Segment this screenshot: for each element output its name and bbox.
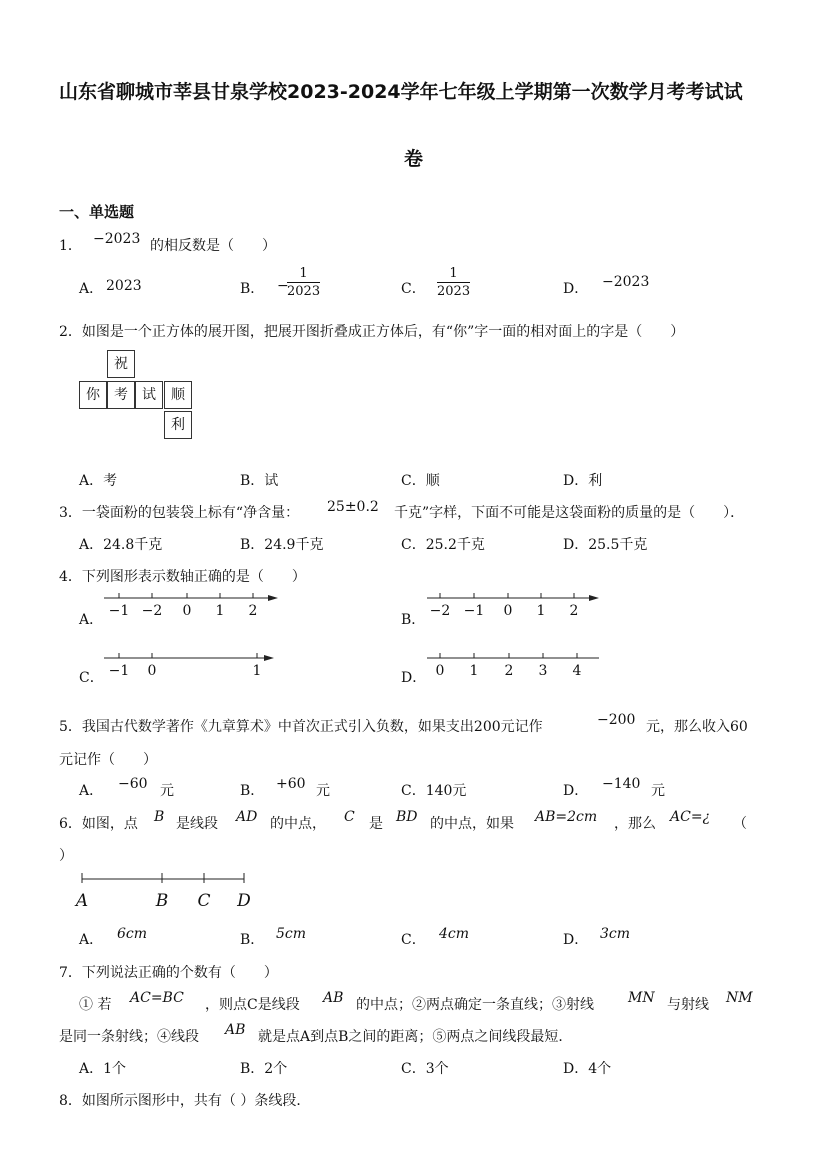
var-ad: AD — [236, 809, 258, 825]
option-c: 4cm — [439, 926, 470, 942]
option-a-label: A． — [79, 783, 104, 799]
net-cell-top: 祝 — [107, 350, 135, 378]
var-ab: AB — [225, 1022, 246, 1038]
tick-label: 2 — [248, 603, 258, 619]
question-text-c: 元记作（ ） — [59, 752, 157, 768]
option-a-unit: 元 — [160, 783, 174, 799]
tick-label: 1 — [215, 603, 225, 619]
segment-point-label: B — [155, 891, 169, 911]
tick-label: 1 — [469, 663, 479, 679]
net-cell-2: 考 — [107, 381, 135, 409]
segment-point-label: D — [237, 891, 251, 911]
option-a-label: A． — [79, 281, 104, 297]
var-mn: MN — [628, 990, 655, 1006]
page-title-continued: 卷 — [404, 148, 424, 170]
tick-label: −1 — [108, 663, 130, 679]
question-text: 是线段 — [176, 816, 218, 832]
option-b: B．2个 — [240, 1061, 288, 1077]
option-d-value: −140 — [602, 776, 641, 792]
option-a: 2023 — [106, 278, 142, 294]
question-text: 6．如图，点 — [59, 816, 138, 832]
option-d: D．4个 — [563, 1061, 612, 1077]
option-a-value: −60 — [118, 776, 148, 792]
net-cell-3: 试 — [135, 381, 163, 409]
question-text-a: 5．我国古代数学著作《九章算术》中首次正式引入负数，如果支出200元记作 — [59, 719, 543, 735]
option-d: D．25.5千克 — [563, 537, 648, 553]
statement-text: 与射线 — [667, 997, 709, 1013]
option-b-unit: 元 — [316, 783, 330, 799]
net-cell-4: 顺 — [164, 381, 192, 409]
question-text: 7．下列说法正确的个数有（ ） — [59, 965, 278, 981]
option-c-label: C． — [79, 670, 104, 686]
tick-label: 0 — [503, 603, 513, 619]
section-heading: 一、单选题 — [59, 203, 135, 221]
paren-open: （ — [733, 816, 747, 832]
var-c: C — [344, 809, 355, 825]
option-b-label: B． — [240, 281, 265, 297]
question-text: 的相反数是（ ） — [150, 238, 276, 254]
paren-close: ） — [59, 848, 73, 864]
tick-label: −2 — [429, 603, 451, 619]
option-d-label: D． — [563, 932, 589, 948]
numerator: 1 — [437, 265, 470, 283]
tick-label: 1 — [252, 663, 262, 679]
question-text: 4．下列图形表示数轴正确的是（ ） — [59, 569, 306, 585]
tick-label: −1 — [108, 603, 130, 619]
option-b: 5cm — [276, 926, 307, 942]
question-text: 是 — [369, 816, 383, 832]
denominator: 2023 — [437, 284, 471, 299]
statement-text: ① 若 — [79, 997, 112, 1013]
var-ab: AB — [323, 990, 344, 1006]
tick-label: 3 — [538, 663, 548, 679]
tick-label: 0 — [435, 663, 445, 679]
condition: AB=2cm — [535, 809, 598, 825]
number-line-a — [100, 590, 285, 620]
statement-text: 就是点A到点B之间的距离；⑤两点之间线段最短． — [258, 1029, 573, 1045]
option-b: B．试 — [240, 473, 279, 489]
math-expression: 25±0.2 — [327, 499, 379, 515]
question-number: 1． — [59, 238, 82, 254]
question-text: 的中点， — [270, 816, 326, 832]
number-line-b — [423, 590, 608, 620]
number-line-c — [100, 650, 285, 680]
option-d: D．利 — [563, 473, 603, 489]
option-b-label: B． — [401, 612, 426, 628]
option-a: A．1个 — [79, 1061, 127, 1077]
denominator: 2023 — [287, 284, 321, 299]
question-text-b: 元，那么收入60 — [646, 719, 748, 735]
question-text-a: 3．一袋面粉的包装袋上标有“净含量： — [59, 505, 300, 521]
number-line-d — [423, 650, 608, 680]
question-text-b: 千克”字样，下面不可能是这袋面粉的质量的是（ ）． — [394, 505, 745, 521]
page-title: 山东省聊城市莘县甘泉学校2023-2024学年七年级上学期第一次数学月考考试试 — [59, 81, 743, 103]
option-c: C．140元 — [401, 783, 467, 799]
tick-label: −2 — [141, 603, 163, 619]
option-a-label: A． — [79, 932, 104, 948]
tick-label: −1 — [463, 603, 485, 619]
tick-label: 4 — [572, 663, 582, 679]
segment-point-label: C — [197, 891, 211, 911]
option-c: C．3个 — [401, 1061, 449, 1077]
tick-label: 2 — [504, 663, 514, 679]
statement-text: 的中点；②两点确定一条直线；③射线 — [356, 997, 594, 1013]
option-b-value: +60 — [276, 776, 306, 792]
question-text: 8．如图所示图形中，共有（ ）条线段． — [59, 1093, 311, 1109]
math-expression: −200 — [597, 712, 636, 728]
option-b-fraction — [287, 265, 320, 300]
statement-text: 是同一条射线；④线段 — [59, 1029, 199, 1045]
tick-label: 1 — [536, 603, 546, 619]
question-text: 的中点，如果 — [430, 816, 514, 832]
net-cell-bottom: 利 — [164, 411, 192, 439]
option-a-label: A． — [79, 612, 104, 628]
net-cell-1: 你 — [79, 381, 107, 409]
statement-text: ，则点C是线段 — [205, 997, 300, 1013]
option-b: B．24.9千克 — [240, 537, 324, 553]
option-d: −2023 — [602, 274, 650, 290]
option-a: A．考 — [79, 473, 118, 489]
var-b: B — [154, 809, 165, 825]
tick-label: 0 — [182, 603, 192, 619]
option-d-unit: 元 — [651, 783, 665, 799]
axis-arrow — [268, 595, 278, 601]
option-a: 6cm — [117, 926, 148, 942]
option-c-label: C． — [401, 281, 426, 297]
option-d-label: D． — [563, 281, 589, 297]
segment-point-label: A — [75, 891, 89, 911]
var-bd: BD — [396, 809, 418, 825]
numerator: 1 — [287, 265, 320, 283]
option-c: C．25.2千克 — [401, 537, 485, 553]
option-d: 3cm — [600, 926, 631, 942]
option-d-label: D． — [401, 670, 427, 686]
option-c: C．顺 — [401, 473, 440, 489]
math-expression: −2023 — [93, 231, 141, 247]
option-b-label: B． — [240, 783, 265, 799]
question-text: ，那么 — [614, 816, 656, 832]
option-b-label: B． — [240, 932, 265, 948]
tick-label: 2 — [569, 603, 579, 619]
option-c-fraction — [437, 265, 470, 300]
var-nm: NM — [726, 990, 753, 1006]
option-a: A．24.8千克 — [79, 537, 163, 553]
axis-arrow — [589, 595, 599, 601]
tick-label: 0 — [147, 663, 157, 679]
option-b-sign: − — [277, 278, 289, 294]
question-text: 2．如图是一个正方体的展开图，把展开图折叠成正方体后，有“你”字一面的相对面上的字是（ ） — [59, 324, 685, 340]
ask-expression: AC=¿ — [670, 809, 711, 825]
equation: AC=BC — [130, 990, 184, 1006]
axis-arrow — [264, 655, 274, 661]
option-c-label: C． — [401, 932, 426, 948]
option-d-label: D． — [563, 783, 589, 799]
segment-figure — [74, 870, 259, 912]
